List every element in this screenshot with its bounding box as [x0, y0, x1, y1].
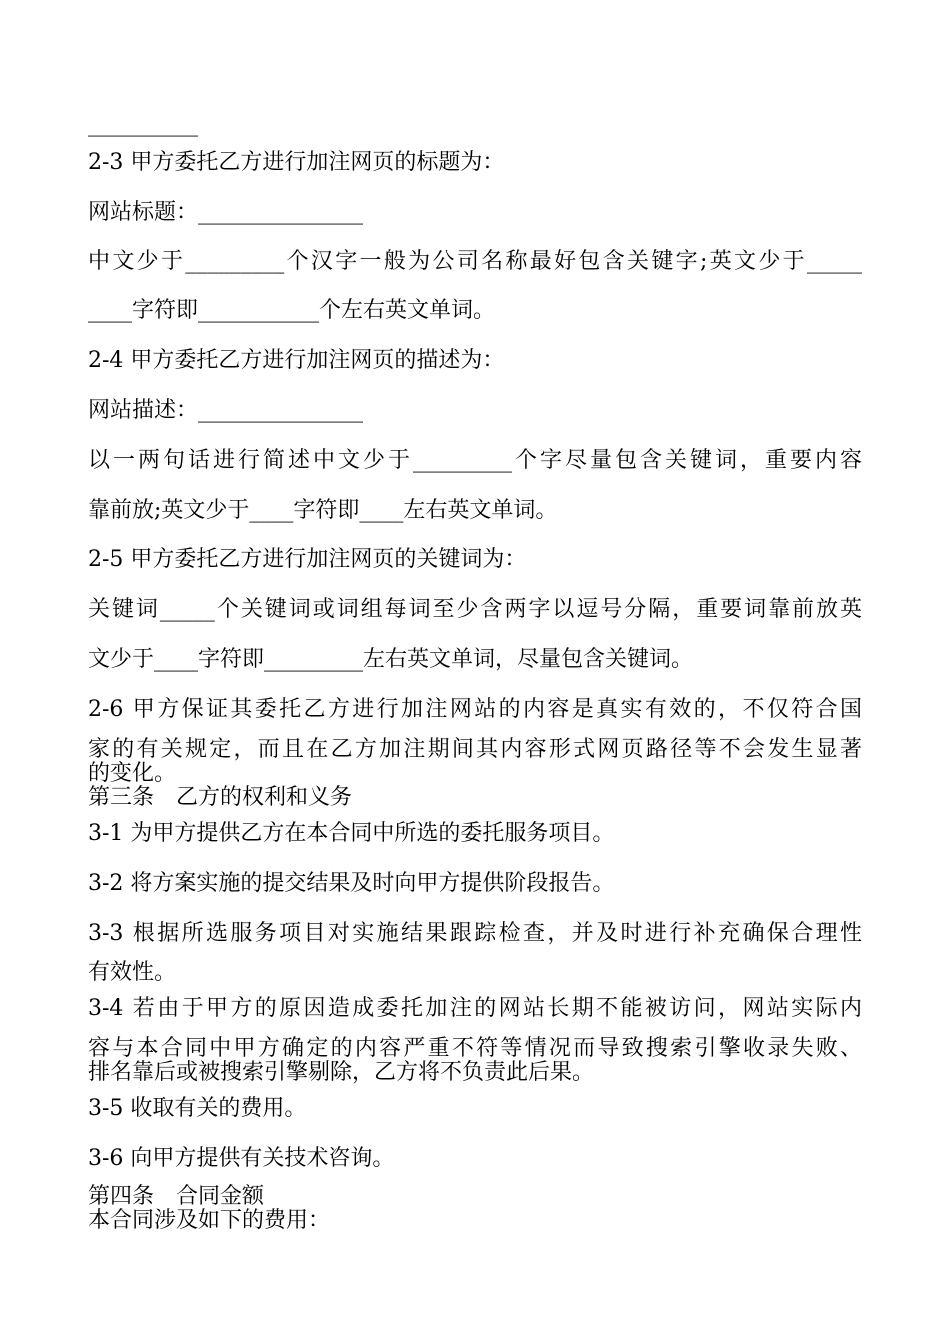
description-requirement-line-2: 靠前放;英文少于____字符即____左右英文单词。	[88, 498, 558, 523]
clause-2-5: 2-5 甲方委托乙方进行加注网页的关键词为：	[88, 547, 527, 572]
clause-3-5: 3-5 收取有关的费用。	[88, 1096, 307, 1121]
clause-3-3-line-2: 有效性。	[88, 960, 177, 985]
clause-3-4-line-3: 排名靠后或被搜索引擎剔除，乙方将不负责此后果。	[88, 1060, 595, 1085]
keyword-requirement-line-1: 关键词_____个关键词或词组每词至少含两字以逗号分隔，重要词靠前放英	[88, 597, 862, 622]
clause-2-6-line-2: 家的有关规定，而且在乙方加注期间其内容形式网页路径等不会发生显著	[88, 737, 862, 762]
clause-2-4: 2-4 甲方委托乙方进行加注网页的描述为：	[88, 348, 505, 373]
fees-intro: 本合同涉及如下的费用：	[88, 1208, 331, 1233]
clause-3-3-line-1: 3-3 根据所选服务项目对实施结果跟踪检查，并及时进行补充确保合理性	[88, 921, 862, 946]
title-requirement-line-1: 中文少于_________个汉字一般为公司名称最好包含关键字;英文少于_____	[88, 249, 862, 274]
clause-3-4-line-1: 3-4 若由于甲方的原因造成委托加注的网站长期不能被访问，网站实际内	[88, 996, 862, 1021]
article-3-heading: 第三条 乙方的权利和义务	[88, 785, 353, 810]
clause-3-4-line-2: 容与本合同中甲方确定的内容严重不符等情况而导致搜索引擎收录失败、	[88, 1036, 862, 1061]
description-requirement-line-1: 以一两句话进行简述中文少于_________个字尽量包含关键词，重要内容	[88, 448, 862, 473]
website-title-field: 网站标题：_______________	[88, 200, 364, 225]
clause-2-6-line-3: 的变化。	[88, 761, 177, 786]
website-description-field: 网站描述：_______________	[88, 398, 364, 423]
title-requirement-line-2: ____字符即___________个左右英文单词。	[88, 298, 496, 323]
clause-2-3: 2-3 甲方委托乙方进行加注网页的标题为：	[88, 150, 505, 175]
article-4-heading: 第四条 合同金额	[88, 1184, 265, 1209]
clause-3-1: 3-1 为甲方提供乙方在本合同中所选的委托服务项目。	[88, 821, 615, 846]
clause-2-6-line-1: 2-6 甲方保证其委托乙方进行加注网站的内容是真实有效的，不仅符合国	[88, 697, 862, 722]
clause-3-6: 3-6 向甲方提供有关技术咨询。	[88, 1146, 395, 1171]
keyword-requirement-line-2: 文少于____字符即_________左右英文单词，尽量包含关键词。	[88, 647, 694, 672]
blank-line: __________	[88, 112, 198, 137]
clause-3-2: 3-2 将方案实施的提交结果及时向甲方提供阶段报告。	[88, 871, 615, 896]
